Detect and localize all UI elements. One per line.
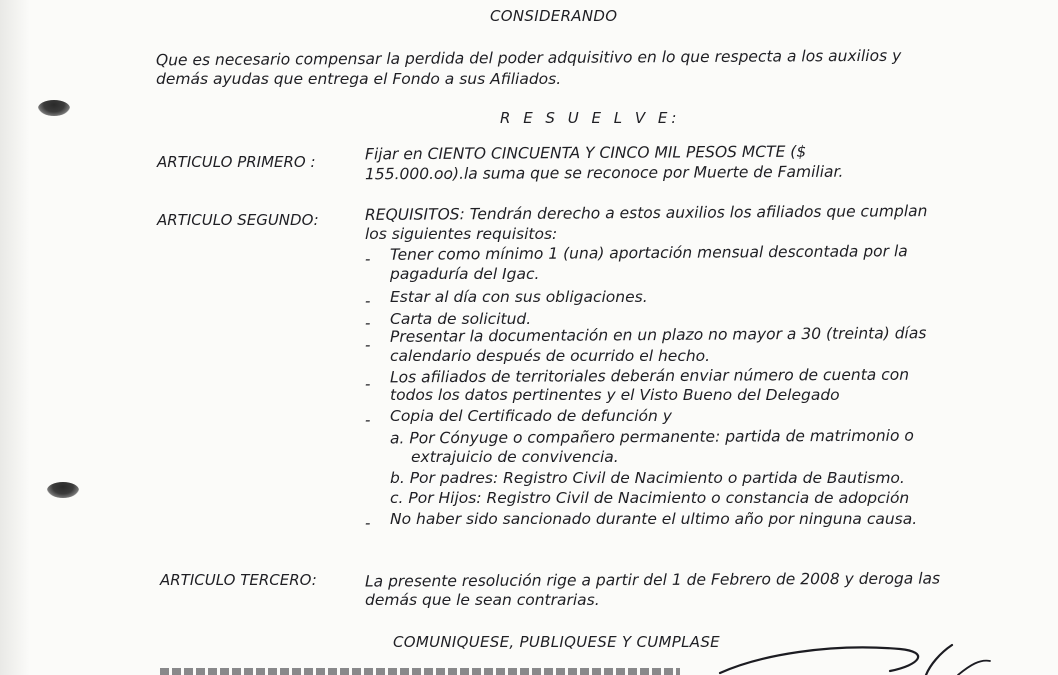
sub-item-c: c. Por Hijos: Registro Civil de Nacimiento o constancia de adopción	[390, 489, 910, 507]
punch-hole-top	[38, 100, 70, 116]
articulo-tercero-line-1: La presente resolución rige a partir del 1 de Febrero de 2008 y deroga las	[364, 569, 941, 591]
requisito-3: Carta de solicitud.	[390, 310, 532, 328]
cut-off-text-line	[160, 668, 680, 675]
requisito-1-line-2: pagaduría del Igac.	[390, 265, 540, 283]
requisito-ultimo: No haber sido sancionado durante el ultimo año por ninguna causa.	[390, 510, 918, 528]
requisito-6: Copia del Certificado de defunción y	[390, 407, 672, 425]
list-bullet: -	[365, 411, 371, 429]
articulo-primero-label: ARTICULO PRIMERO :	[157, 153, 316, 171]
requisito-5-line-2: todos los datos pertinentes y el Visto Bueno del Delegado	[390, 386, 840, 404]
requisito-4-line-1: Presentar la documentación en un plazo no mayor a 30 (treinta) días	[389, 324, 927, 346]
list-bullet: -	[365, 292, 371, 310]
articulo-tercero-label: ARTICULO TERCERO:	[160, 571, 317, 589]
list-bullet: -	[365, 375, 371, 393]
sub-item-b: b. Por padres: Registro Civil de Nacimiento o partida de Bautismo.	[390, 469, 905, 487]
sub-item-a-line-2: extrajuicio de convivencia.	[411, 448, 619, 466]
requisito-5-line-1: Los afiliados de territoriales deberán enviar número de cuenta con	[389, 365, 910, 387]
list-bullet: -	[365, 336, 371, 354]
comuniquese-heading: COMUNIQUESE, PUBLIQUESE Y CUMPLASE	[393, 633, 720, 651]
punch-hole-bottom	[47, 482, 79, 498]
resuelve-heading: R E S U E L V E:	[500, 109, 681, 127]
articulo-primero-line-1: Fijar en CIENTO CINCUENTA Y CINCO MIL PESOS MCTE ($	[364, 142, 807, 164]
requisito-4-line-2: calendario después de ocurrido el hecho.	[390, 347, 711, 365]
signature-scribble	[690, 635, 1050, 675]
considerando-line-1: Que es necesario compensar la perdida del poder adquisitivo en lo que respecta a los auxilios y	[155, 46, 902, 70]
articulo-primero-line-2: 155.000.oo).la suma que se reconoce por Muerte de Familiar.	[364, 162, 844, 184]
considerando-line-2: demás ayudas que entrega el Fondo a sus Afiliados.	[156, 70, 562, 88]
list-bullet: -	[365, 314, 371, 332]
list-bullet: -	[365, 514, 371, 532]
articulo-tercero-line-2: demás que le sean contrarias.	[365, 591, 600, 609]
requisitos-intro-line-2: los siguientes requisitos:	[365, 225, 558, 243]
requisito-2: Estar al día con sus obligaciones.	[390, 288, 648, 306]
articulo-segundo-label: ARTICULO SEGUNDO:	[157, 211, 319, 229]
requisitos-intro-line-1: REQUISITOS: Tendrán derecho a estos auxilios los afiliados que cumplan	[364, 202, 928, 224]
page-edge-shadow	[0, 0, 30, 675]
sub-item-a-line-1: a. Por Cónyuge o compañero permanente: partida de matrimonio o	[389, 426, 914, 448]
requisito-1-line-1: Tener como mínimo 1 (una) aportación mensual descontada por la	[389, 242, 908, 264]
considerando-heading: CONSIDERANDO	[490, 7, 618, 25]
list-bullet: -	[365, 250, 371, 268]
